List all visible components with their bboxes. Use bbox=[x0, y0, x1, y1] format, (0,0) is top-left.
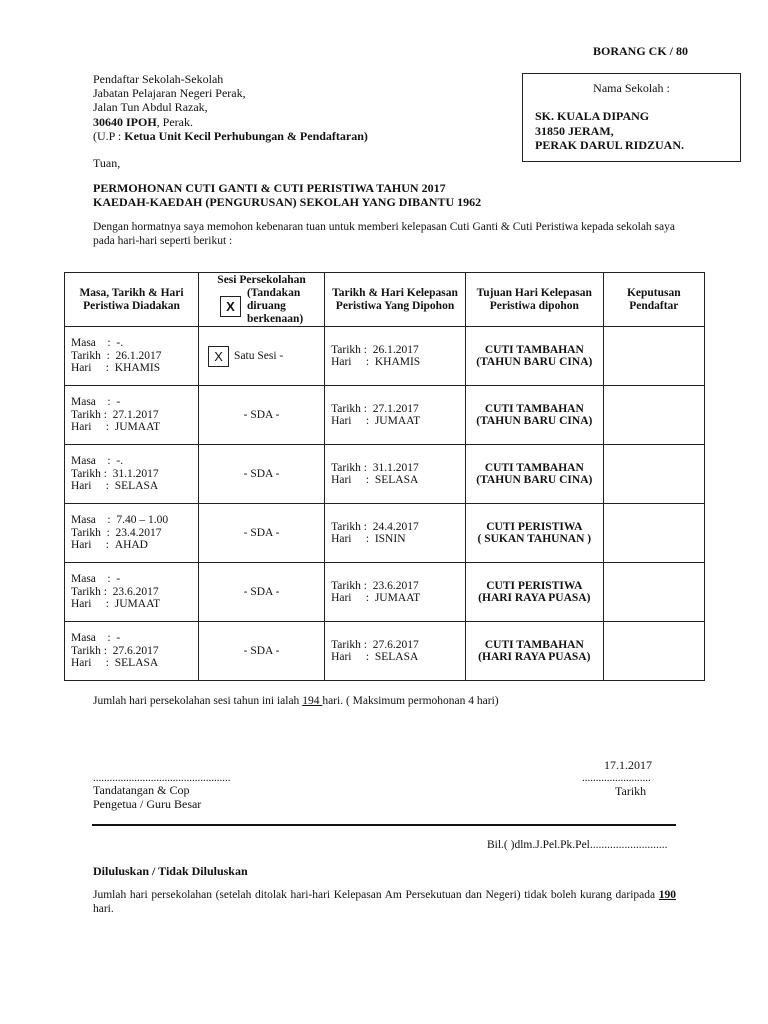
leave-hari-value: SELASA bbox=[374, 474, 419, 486]
header-purpose: Tujuan Hari Kelepasan Peristiwa dipohon bbox=[465, 273, 603, 327]
session-cell bbox=[199, 327, 325, 386]
mark-checkbox: X bbox=[220, 296, 241, 317]
leave-hari-value: JUMAAT bbox=[374, 592, 421, 604]
leave-tarikh-key: Tarikh : bbox=[331, 461, 373, 474]
signature-label-line: Tandatangan & Cop bbox=[93, 783, 190, 797]
leave-date-cell bbox=[325, 327, 466, 386]
table-row bbox=[65, 386, 705, 445]
tarikh-key: Tarikh : bbox=[71, 585, 113, 598]
hari-key: Hari : bbox=[71, 598, 115, 611]
leave-tarikh-value: 27.6.2017 bbox=[372, 638, 419, 651]
leave-tarikh-key: Tarikh : bbox=[331, 343, 373, 356]
leave-tarikh-value: 31.1.2017 bbox=[372, 461, 419, 474]
decision-cell bbox=[603, 622, 704, 681]
leave-hari-key: Hari : bbox=[331, 533, 375, 545]
event-datetime-cell bbox=[65, 386, 199, 445]
salutation: Tuan, bbox=[93, 156, 121, 170]
purpose-reason: (TAHUN BARU CINA) bbox=[476, 415, 593, 427]
subject-line: PERMOHONAN CUTI GANTI & CUTI PERISTIWA TAHUN 2017 bbox=[93, 181, 446, 195]
final-text-end: hari. bbox=[93, 902, 114, 915]
purpose-cell bbox=[465, 622, 603, 681]
leave-date-cell bbox=[325, 563, 466, 622]
divider bbox=[92, 824, 676, 826]
date-line: ......................... bbox=[582, 772, 651, 784]
purpose-type: CUTI TAMBAHAN bbox=[484, 461, 584, 474]
masa-value: -. bbox=[116, 455, 124, 468]
masa-key: Masa : bbox=[71, 455, 117, 468]
hari-key: Hari : bbox=[71, 539, 115, 552]
leave-hari-value: KHAMIS bbox=[374, 356, 421, 368]
decision-cell bbox=[603, 327, 704, 386]
decision-cell bbox=[603, 445, 704, 504]
session-note: berkenaan) bbox=[246, 312, 304, 325]
school-line: PERAK DARUL RIDZUAN. bbox=[535, 138, 685, 152]
purpose-type: CUTI PERISTIWA bbox=[486, 520, 583, 533]
masa-key: Masa : bbox=[71, 396, 117, 409]
decision-cell bbox=[603, 386, 704, 445]
tarikh-key: Tarikh : bbox=[71, 467, 113, 480]
signature-label bbox=[93, 784, 201, 811]
decision-cell bbox=[603, 563, 704, 622]
hari-key: Hari : bbox=[71, 657, 115, 670]
purpose-type: CUTI TAMBAHAN bbox=[484, 402, 584, 415]
table-row bbox=[65, 327, 705, 386]
school-label: Nama Sekolah : bbox=[593, 81, 670, 95]
session-cell: - SDA - bbox=[199, 504, 325, 563]
masa-value: -. bbox=[116, 337, 124, 350]
purpose-type: CUTI TAMBAHAN bbox=[484, 638, 584, 651]
header-session bbox=[199, 273, 325, 327]
signature-date: 17.1.2017 bbox=[604, 758, 652, 772]
leave-tarikh-key: Tarikh : bbox=[331, 402, 373, 415]
form-code: BORANG CK / 80 bbox=[592, 44, 688, 58]
recipient-address bbox=[93, 72, 368, 143]
event-datetime-cell bbox=[65, 327, 199, 386]
event-datetime-cell bbox=[65, 504, 199, 563]
event-datetime-cell bbox=[65, 622, 199, 681]
session-note: (Tandakan bbox=[246, 286, 301, 299]
tarikh-value: 27.1.2017 bbox=[112, 408, 159, 421]
leave-tarikh-key: Tarikh : bbox=[331, 579, 373, 592]
minimum-days-value: 190 bbox=[658, 889, 676, 901]
table-row bbox=[65, 622, 705, 681]
purpose-cell bbox=[465, 386, 603, 445]
tarikh-value: 23.4.2017 bbox=[115, 526, 162, 539]
attention-prefix: (U.P : bbox=[93, 128, 125, 143]
subject bbox=[93, 182, 481, 209]
leave-date-cell bbox=[325, 386, 466, 445]
masa-key: Masa : bbox=[71, 514, 117, 527]
masa-key: Masa : bbox=[71, 337, 117, 350]
postcode-city: 30640 IPOH bbox=[93, 114, 157, 129]
hari-value: SELASA bbox=[114, 480, 159, 493]
total-school-days bbox=[93, 695, 499, 707]
final-text: Jumlah hari persekolahan (setelah ditolak hari-hari Kelepasan Am Persekutuan dan Negeri) tidak boleh kurang daripada bbox=[93, 889, 659, 901]
school-line: SK. KUALA DIPANG bbox=[535, 109, 650, 123]
session-cell: - SDA - bbox=[199, 386, 325, 445]
event-datetime-cell bbox=[65, 563, 199, 622]
leave-date-cell bbox=[325, 504, 466, 563]
attention-line bbox=[93, 129, 368, 143]
masa-value: - bbox=[116, 396, 121, 409]
session-text: Satu Sesi - bbox=[234, 349, 284, 362]
leave-date-cell bbox=[325, 622, 466, 681]
event-datetime-cell bbox=[65, 445, 199, 504]
session-checkbox[interactable]: X bbox=[208, 346, 229, 367]
purpose-cell bbox=[465, 327, 603, 386]
purpose-type: CUTI PERISTIWA bbox=[486, 579, 583, 592]
tarikh-key: Tarikh : bbox=[71, 349, 116, 362]
leave-hari-key: Hari : bbox=[331, 356, 375, 368]
reference-number: Bil.( )dlm.J.Pel.Pk.Pel........................... bbox=[487, 839, 668, 851]
tarikh-value: 26.1.2017 bbox=[115, 349, 162, 362]
session-note: diruang bbox=[246, 299, 286, 312]
leave-tarikh-value: 24.4.2017 bbox=[372, 520, 419, 533]
school-name-box bbox=[522, 73, 741, 162]
total-prefix: Jumlah hari persekolahan sesi tahun ini ialah bbox=[93, 695, 303, 707]
header-decision: Keputusan Pendaftar bbox=[603, 273, 704, 327]
header-leave-date: Tarikh & Hari Kelepasan Peristiwa Yang Dipohon bbox=[325, 273, 466, 327]
leave-hari-key: Hari : bbox=[331, 592, 375, 604]
leave-tarikh-value: 23.6.2017 bbox=[372, 579, 419, 592]
masa-value: - bbox=[116, 632, 121, 645]
hari-value: AHAD bbox=[114, 539, 148, 552]
hari-value: KHAMIS bbox=[114, 362, 161, 375]
leave-hari-value: ISNIN bbox=[374, 533, 406, 545]
session-cell: - SDA - bbox=[199, 563, 325, 622]
intro-paragraph: Dengan hormatnya saya memohon kebenaran tuan untuk memberi kelepasan Cuti Ganti & Cuti Peristiwa kepada sekolah saya pada hari-hari seperti berikut : bbox=[93, 221, 675, 247]
leave-table bbox=[64, 272, 705, 681]
tarikh-key: Tarikh : bbox=[71, 526, 116, 539]
total-suffix: hari. ( Maksimum permohonan 4 hari) bbox=[322, 695, 499, 707]
final-note bbox=[93, 889, 676, 916]
tarikh-value: 23.6.2017 bbox=[112, 585, 159, 598]
leave-hari-key: Hari : bbox=[331, 415, 375, 427]
hari-key: Hari : bbox=[71, 421, 115, 434]
tarikh-value: 27.6.2017 bbox=[112, 644, 159, 657]
total-days-value: 194 bbox=[302, 695, 323, 707]
hari-value: SELASA bbox=[114, 657, 159, 670]
leave-tarikh-value: 26.1.2017 bbox=[372, 343, 419, 356]
table-row bbox=[65, 445, 705, 504]
purpose-cell bbox=[465, 445, 603, 504]
leave-tarikh-key: Tarikh : bbox=[331, 520, 373, 533]
subject-line: KAEDAH-KAEDAH (PENGURUSAN) SEKOLAH YANG DIBANTU 1962 bbox=[93, 194, 482, 209]
masa-value: - bbox=[116, 573, 121, 586]
attention-name: Ketua Unit Kecil Perhubungan & Pendaftaran) bbox=[124, 128, 368, 143]
signature-label-line: Pengetua / Guru Besar bbox=[93, 796, 202, 811]
purpose-reason: (HARI RAYA PUASA) bbox=[478, 651, 591, 663]
table-row bbox=[65, 563, 705, 622]
tarikh-key: Tarikh : bbox=[71, 644, 113, 657]
signature-line: .................................................. bbox=[93, 772, 231, 784]
leave-tarikh-key: Tarikh : bbox=[331, 638, 373, 651]
table-header-row bbox=[65, 273, 705, 327]
leave-hari-value: JUMAAT bbox=[374, 415, 421, 427]
date-label: Tarikh bbox=[615, 784, 647, 798]
address-line: Jalan Tun Abdul Razak, bbox=[93, 100, 208, 115]
decision-cell bbox=[603, 504, 704, 563]
address-line: Pendaftar Sekolah-Sekolah bbox=[93, 72, 224, 86]
hari-key: Hari : bbox=[71, 362, 115, 375]
approval-status: Diluluskan / Tidak Diluluskan bbox=[93, 864, 248, 878]
session-cell: - SDA - bbox=[199, 622, 325, 681]
tarikh-key: Tarikh : bbox=[71, 408, 113, 421]
purpose-reason: (TAHUN BARU CINA) bbox=[476, 356, 593, 368]
tarikh-value: 31.1.2017 bbox=[112, 467, 159, 480]
session-cell: - SDA - bbox=[199, 445, 325, 504]
session-title: Sesi Persekolahan bbox=[217, 273, 306, 286]
header-event-datetime: Masa, Tarikh & Hari Peristiwa Diadakan bbox=[65, 273, 199, 327]
masa-value: 7.40 – 1.00 bbox=[116, 514, 169, 527]
hari-value: JUMAAT bbox=[114, 598, 161, 611]
purpose-cell bbox=[465, 563, 603, 622]
masa-key: Masa : bbox=[71, 632, 117, 645]
purpose-reason: ( SUKAN TAHUNAN ) bbox=[477, 533, 592, 545]
leave-hari-value: SELASA bbox=[374, 651, 419, 663]
purpose-reason: (HARI RAYA PUASA) bbox=[478, 592, 591, 604]
leave-tarikh-value: 27.1.2017 bbox=[372, 402, 419, 415]
school-name bbox=[535, 109, 740, 153]
state: , Perak. bbox=[156, 114, 193, 129]
purpose-cell bbox=[465, 504, 603, 563]
address-line bbox=[93, 115, 368, 129]
purpose-type: CUTI TAMBAHAN bbox=[484, 343, 584, 356]
hari-value: JUMAAT bbox=[114, 421, 161, 434]
leave-hari-key: Hari : bbox=[331, 651, 375, 663]
masa-key: Masa : bbox=[71, 573, 117, 586]
leave-hari-key: Hari : bbox=[331, 474, 375, 486]
table-row bbox=[65, 504, 705, 563]
leave-date-cell bbox=[325, 445, 466, 504]
address-line: Jabatan Pelajaran Negeri Perak, bbox=[93, 86, 246, 101]
school-line: 31850 JERAM, bbox=[535, 123, 614, 138]
hari-key: Hari : bbox=[71, 480, 115, 493]
purpose-reason: (TAHUN BARU CINA) bbox=[476, 474, 593, 486]
